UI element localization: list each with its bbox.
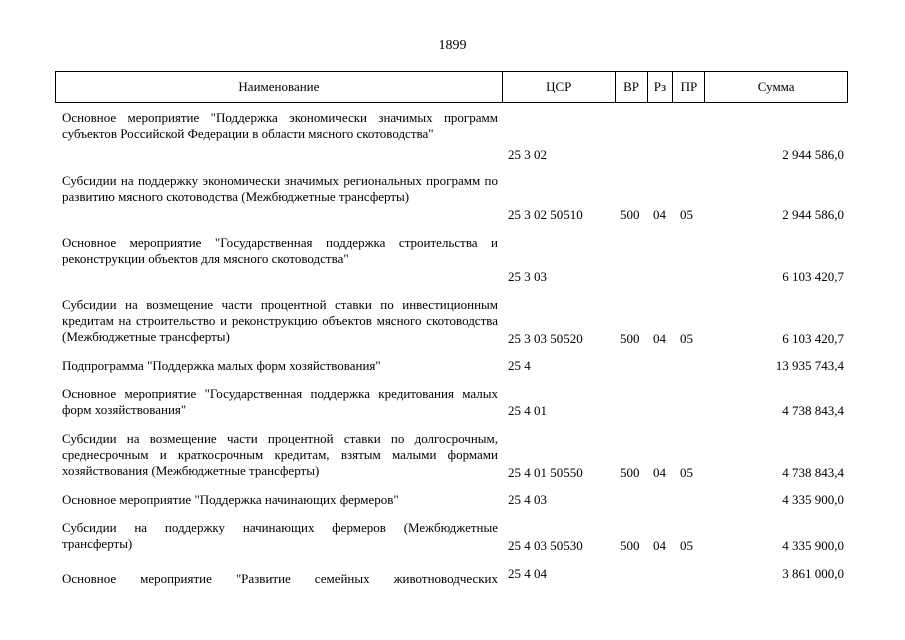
header-pr: ПР	[673, 72, 705, 102]
row-rz: 04	[653, 207, 666, 222]
row-csr: 25 4	[508, 358, 531, 373]
row-name: Основное мероприятие "Поддержка начинающих фермеров"	[62, 492, 399, 507]
table-row	[0, 173, 905, 233]
table-row	[0, 431, 905, 491]
row-pr: 05	[680, 207, 693, 222]
row-sum: 6 103 420,7	[782, 331, 844, 346]
row-sum: 4 738 843,4	[782, 403, 844, 418]
row-csr: 25 3 02 50510	[508, 207, 583, 222]
row-name: Основное мероприятие "Развитие семейных животноводческих	[62, 571, 498, 586]
row-sum: 4 738 843,4	[782, 465, 844, 480]
row-csr: 25 4 01	[508, 403, 547, 418]
row-sum: 2 944 586,0	[782, 207, 844, 222]
row-pr: 05	[680, 331, 693, 346]
row-name: Субсидии на поддержку начинающих фермеров (Межбюджетные трансферты)	[62, 520, 498, 551]
row-pr: 05	[680, 465, 693, 480]
row-sum: 4 335 900,0	[782, 538, 844, 553]
table-header	[55, 71, 848, 103]
row-name: Подпрограмма "Поддержка малых форм хозяйствования"	[62, 358, 381, 373]
row-rz: 04	[653, 331, 666, 346]
row-csr: 25 3 03 50520	[508, 331, 583, 346]
row-vr: 500	[620, 331, 640, 346]
row-name: Основное мероприятие "Государственная поддержка строительства и реконструкции объектов для мясного скотоводства"	[62, 235, 498, 266]
row-sum: 13 935 743,4	[775, 358, 844, 373]
row-csr: 25 4 01 50550	[508, 465, 583, 480]
header-sum: Сумма	[757, 79, 795, 94]
row-rz: 04	[653, 538, 666, 553]
row-name: Основное мероприятие "Государственная поддержка кредитования малых форм хозяйствования"	[62, 386, 498, 417]
row-csr: 25 4 03	[508, 492, 547, 507]
row-sum: 2 944 586,0	[782, 147, 844, 162]
page-number: 1899	[438, 38, 467, 53]
row-csr: 25 3 02	[508, 147, 547, 162]
row-name: Субсидии на возмещение части процентной ставки по инвестиционным кредитам на строительство и реконструкцию объектов мясного скотоводства (Межбюджетные трансферты)	[62, 297, 498, 344]
row-sum: 3 861 000,0	[782, 566, 844, 581]
table-row	[0, 297, 905, 357]
row-csr: 25 4 03 50530	[508, 538, 583, 553]
header-name: Наименование	[56, 72, 503, 102]
header-rz: Рз	[648, 72, 674, 102]
row-name: Субсидии на возмещение части процентной ставки по долгосрочным, среднесрочным и краткосрочным кредитам, взятым малыми формами хозяйствования (Межбюджетные трансферты)	[62, 431, 498, 478]
row-csr: 25 3 03	[508, 269, 547, 284]
row-name: Субсидии на поддержку экономически значимых региональных программ по развитию мясного скотоводства (Межбюджетные трансферты)	[62, 173, 498, 204]
table-row	[0, 110, 905, 170]
row-name: Основное мероприятие "Поддержка экономически значимых программ субъектов Российской Федерации в области мясного скотоводства"	[62, 110, 498, 141]
table-row	[0, 235, 905, 295]
row-vr: 500	[620, 207, 640, 222]
table-row	[0, 566, 905, 640]
row-sum: 6 103 420,7	[782, 269, 844, 284]
row-csr: 25 4 04	[508, 566, 547, 581]
row-vr: 500	[620, 465, 640, 480]
row-sum: 4 335 900,0	[782, 492, 844, 507]
row-pr: 05	[680, 538, 693, 553]
row-rz: 04	[653, 465, 666, 480]
header-csr: ЦСР	[503, 72, 616, 102]
header-vr: ВР	[616, 72, 648, 102]
row-vr: 500	[620, 538, 640, 553]
